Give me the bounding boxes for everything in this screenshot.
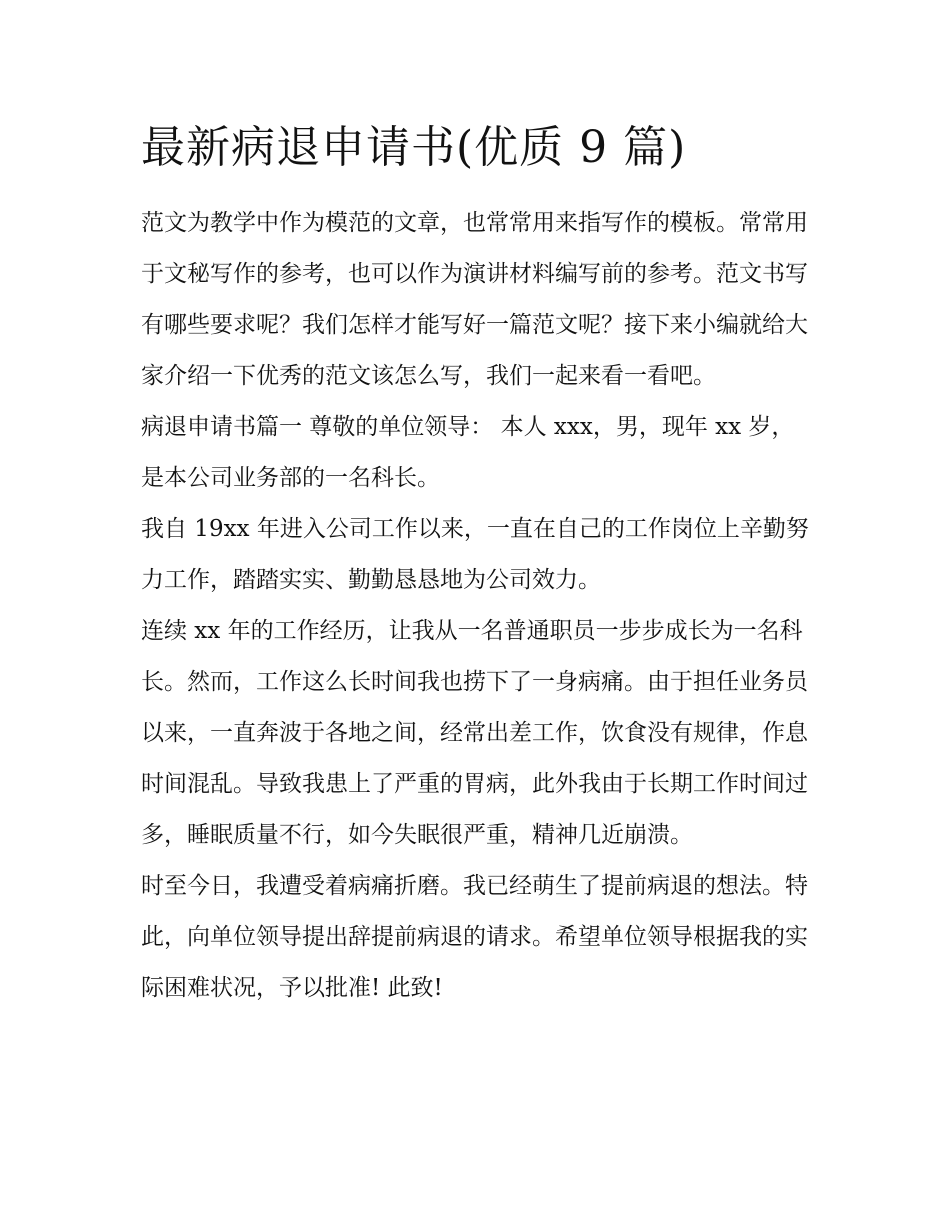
paragraph-intro: 范文为教学中作为模范的文章，也常常用来指写作的模板。常常用于文秘写作的参考，也可以作为演讲材料编写前的参考。范文书写有哪些要求呢？我们怎样才能写好一篇范文呢？接下来小编就给大家介绍一下优秀的范文该怎么写，我们一起来看一看吧。 — [141, 210, 808, 389]
paragraph-work-history: 我自 19xx 年进入公司工作以来，一直在自己的工作岗位上辛勤努力工作，踏踏实实、勤勤恳恳地为公司效力。 — [141, 516, 809, 593]
document-title: 最新病退申请书(优质 9 篇) — [141, 122, 687, 173]
document-body — [141, 198, 813, 1014]
paragraph-salutation: 病退申请书篇一 尊敬的单位领导： 本人 xxx，男，现年 xx 岁，是本公司业务部的一名科长。 — [141, 414, 795, 491]
paragraph-request: 时至今日，我遭受着病痛折磨。我已经萌生了提前病退的想法。特此，向单位领导提出辞提前病退的请求。希望单位领导根据我的实际困难状况，予以批准! 此致! — [141, 873, 808, 1001]
paragraph-health-condition: 连续 xx 年的工作经历，让我从一名普通职员一步步成长为一名科长。然而，工作这么长时间我也捞下了一身病痛。由于担任业务员以来，一直奔波于各地之间，经常出差工作，饮食没有规律，作息时间混乱。导致我患上了严重的胃病，此外我由于长期工作时间过多，睡眠质量不行，如今失眠很严重，精神几近崩溃。 — [141, 618, 808, 848]
